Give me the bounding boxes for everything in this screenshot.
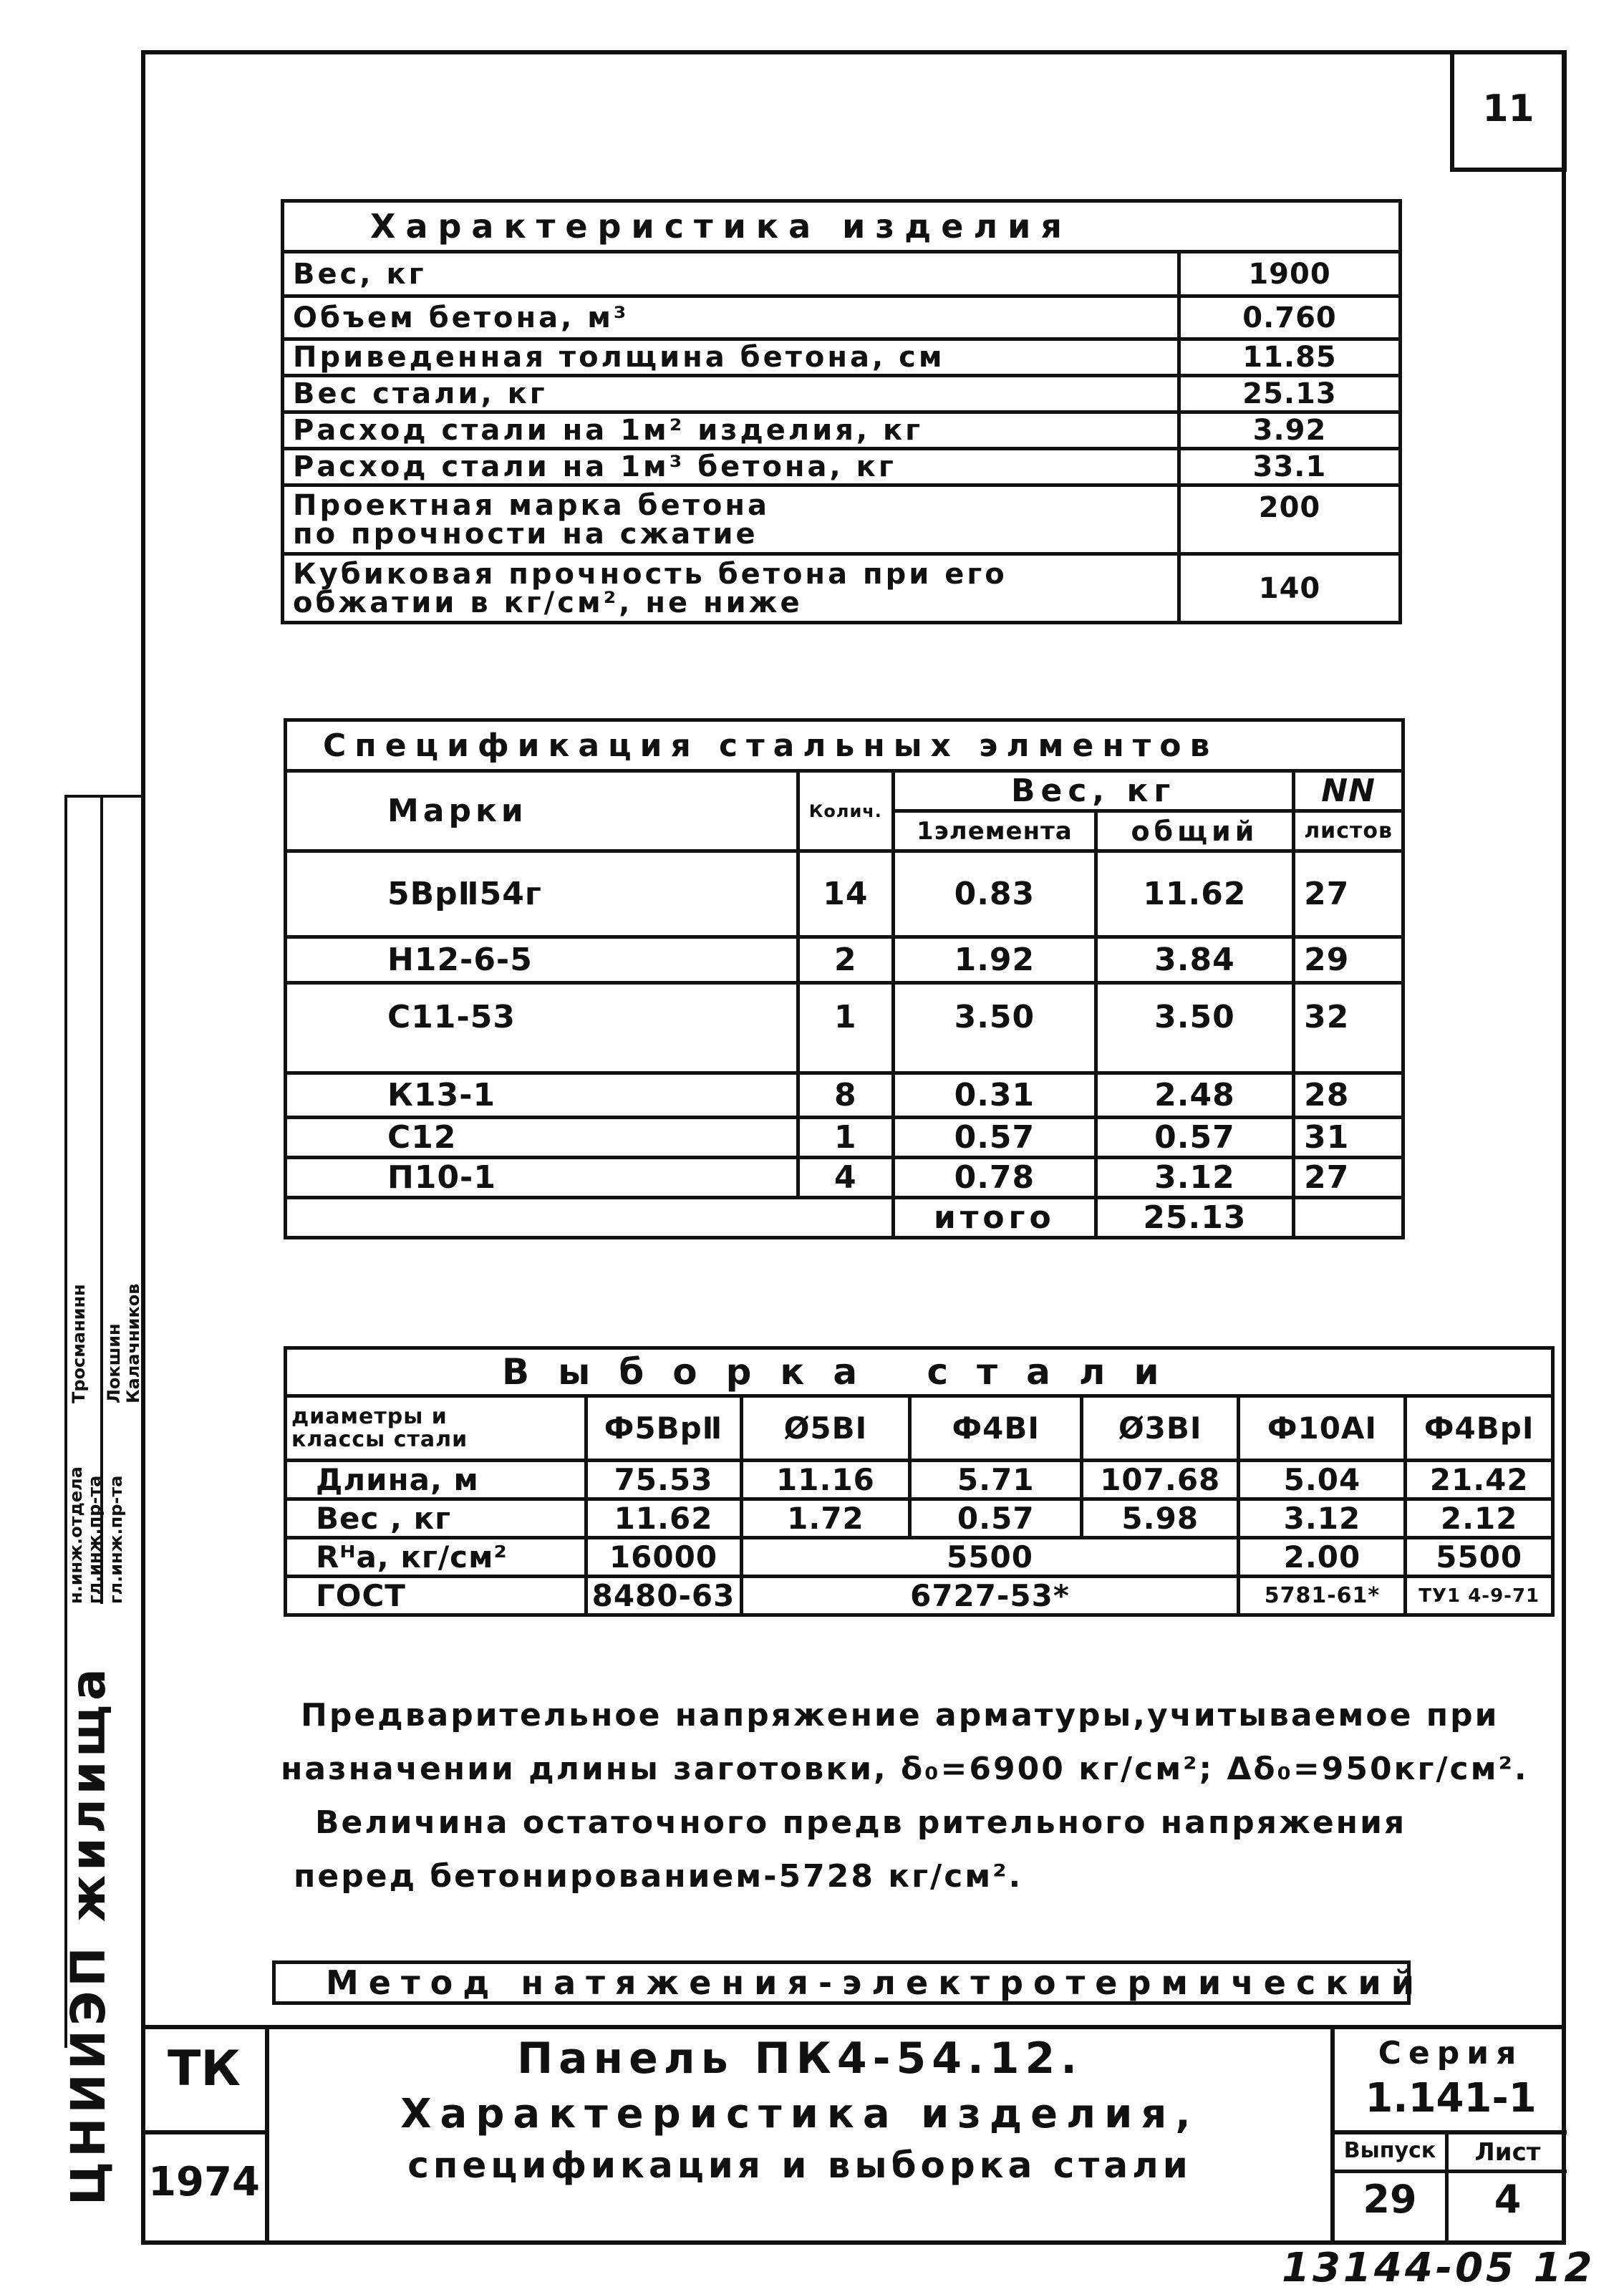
steel-cell: 5500: [1406, 1538, 1553, 1577]
steel-table: [284, 1346, 1555, 1617]
steel-cell: 8480-63: [586, 1577, 741, 1615]
stamp-name: Тросманинн: [69, 1284, 89, 1403]
steel-cell: 2.00: [1239, 1538, 1406, 1577]
table-row: [286, 937, 1403, 983]
steel-col: Ф4ВрI: [1406, 1396, 1553, 1461]
spec-title: Спецификация стальных элментов: [286, 720, 1403, 771]
char-label: Вес, кг: [283, 252, 1179, 296]
table-row: [286, 1499, 1553, 1538]
spec-qty: 2: [798, 937, 894, 983]
archive-number: 13144-05 12: [1282, 2245, 1595, 2291]
steel-row-label: Rᴴа, кг/см²: [286, 1538, 586, 1577]
spec-mark: С11-53: [286, 983, 798, 1073]
spec-total-sheet: [1294, 1198, 1403, 1238]
spec-one: 0.57: [894, 1118, 1096, 1158]
tension-method: Метод натяжения-электротермический: [272, 1960, 1411, 2005]
characteristics-title: Характеристика изделия: [283, 201, 1401, 252]
steel-cell: 5500: [741, 1538, 1239, 1577]
steel-col: Ф5ВрⅡ: [586, 1396, 741, 1461]
title-block-line: [141, 2025, 1566, 2029]
spec-qty: 8: [798, 1073, 894, 1118]
spec-sheet: 32: [1294, 983, 1403, 1073]
steel-row-label: Длина, м: [286, 1461, 586, 1499]
stamp-role: гл.инж.пр-та: [84, 1475, 105, 1604]
stamp-line: [64, 795, 141, 798]
steel-row-label: Вес , кг: [286, 1499, 586, 1538]
steel-cell: 1.72: [741, 1499, 910, 1538]
spec-sheet: 28: [1294, 1073, 1403, 1118]
steel-cell: 107.68: [1082, 1461, 1239, 1499]
spec-sheet: 27: [1294, 1158, 1403, 1198]
steel-cell: 2.12: [1406, 1499, 1553, 1538]
spec-total-blank: [286, 1198, 894, 1238]
steel-cell: 6727-53*: [741, 1577, 1239, 1615]
char-label: [283, 485, 1179, 554]
stamp-org: ЦНИИЭП жилища: [61, 1664, 116, 2205]
steel-cell: 75.53: [586, 1461, 741, 1499]
table-row: [286, 1577, 1553, 1615]
table-row: [286, 1198, 1403, 1238]
spec-total: 2.48: [1096, 1073, 1294, 1118]
steel-head-line: классы стали: [291, 1426, 468, 1452]
char-value: 11.85: [1179, 339, 1401, 376]
steel-head-line: диаметры и: [291, 1403, 448, 1429]
spec-mark: 5ВрⅡ54г: [286, 851, 798, 937]
spec-head-weight: Вес, кг: [894, 771, 1294, 811]
table-row: [286, 983, 1403, 1073]
spec-sheet: 29: [1294, 937, 1403, 983]
steel-cell: 5.71: [910, 1461, 1082, 1499]
stamp-name: Калачников: [123, 1283, 143, 1403]
char-label: Расход стали на 1м³ бетона, кг: [283, 449, 1179, 485]
spec-total: 3.50: [1096, 983, 1294, 1073]
spec-head-one: 1элемента: [894, 811, 1096, 851]
spec-total: 11.62: [1096, 851, 1294, 937]
char-label: Приведенная толщина бетона, см: [283, 339, 1179, 376]
sheet-mark: 11: [1450, 50, 1567, 172]
char-label: Объем бетона, м³: [283, 296, 1179, 339]
spec-qty: 4: [798, 1158, 894, 1198]
note-line: перед бетонированием-5728 кг/см².: [294, 1858, 1023, 1895]
doc-title: Панель ПК4-54.12.: [516, 2034, 1083, 2084]
spec-mark: Н12-6-5: [286, 937, 798, 983]
table-row: [286, 851, 1403, 937]
char-label-line: обжатии в кг/см², не ниже: [293, 586, 803, 619]
steel-cell: 5.98: [1082, 1499, 1239, 1538]
spec-mark: К13-1: [286, 1073, 798, 1118]
spec-head-sheets: листов: [1294, 811, 1403, 851]
note-line: Величина остаточного предв рительного напряжения: [315, 1804, 1407, 1841]
steel-col: Ф10АI: [1239, 1396, 1406, 1461]
table-row: [286, 1073, 1403, 1118]
steel-cell: 0.57: [910, 1499, 1082, 1538]
spec-head-nn: NN: [1294, 771, 1403, 811]
spec-table: [284, 718, 1405, 1239]
note-line: назначении длины заготовки, δ₀=6900 кг/см²; Δδ₀=950кг/см².: [281, 1751, 1529, 1787]
note-line: Предварительное напряжение арматуры,учитываемое при: [301, 1697, 1499, 1733]
spec-mark: П10-1: [286, 1158, 798, 1198]
steel-cell: 5781-61*: [1239, 1577, 1406, 1615]
doc-subtitle: Характеристика изделия,: [400, 2091, 1199, 2137]
org-code: ТК: [168, 2041, 241, 2097]
stamp-role: гл.инж.пр-та: [106, 1475, 126, 1604]
spec-one: 0.31: [894, 1073, 1096, 1118]
spec-total: 3.84: [1096, 937, 1294, 983]
characteristics-table: [281, 199, 1402, 624]
table-row: [286, 1158, 1403, 1198]
title-block-line: [1330, 2130, 1567, 2134]
char-value: 200: [1179, 485, 1401, 554]
spec-total: 0.57: [1096, 1118, 1294, 1158]
char-value: 0.760: [1179, 296, 1401, 339]
char-value: 25.13: [1179, 376, 1401, 412]
char-label: Расход стали на 1м² изделия, кг: [283, 412, 1179, 449]
spec-one: 3.50: [894, 983, 1096, 1073]
spec-one: 0.83: [894, 851, 1096, 937]
char-label: Вес стали, кг: [283, 376, 1179, 412]
spec-head-total: общий: [1096, 811, 1294, 851]
issue-label: Выпуск: [1343, 2138, 1436, 2163]
spec-qty: 1: [798, 983, 894, 1073]
char-value: 33.1: [1179, 449, 1401, 485]
series-label: Серия: [1378, 2035, 1524, 2071]
year: 1974: [148, 2159, 260, 2205]
steel-cell: 21.42: [1406, 1461, 1553, 1499]
steel-col: Ø5ВI: [741, 1396, 910, 1461]
table-row: [286, 1461, 1553, 1499]
spec-sheet: 27: [1294, 851, 1403, 937]
spec-total: 3.12: [1096, 1158, 1294, 1198]
stamp-name: Локшин: [104, 1323, 124, 1403]
steel-cell: 5.04: [1239, 1461, 1406, 1499]
steel-cell: 16000: [586, 1538, 741, 1577]
char-label-line: Кубиковая прочность бетона при его: [293, 557, 1007, 591]
doc-subtitle: спецификация и выборка стали: [407, 2144, 1192, 2186]
char-label-line: по прочности на сжатие: [293, 517, 758, 551]
spec-qty: 1: [798, 1118, 894, 1158]
title-block-line: [141, 2130, 267, 2134]
issue-value: 29: [1363, 2177, 1417, 2222]
steel-cell: 3.12: [1239, 1499, 1406, 1538]
steel-col: Ø3ВI: [1082, 1396, 1239, 1461]
spec-total-value: 25.13: [1096, 1198, 1294, 1238]
sheet-label: Лист: [1474, 2138, 1541, 2167]
table-row: [286, 1538, 1553, 1577]
spec-qty: 14: [798, 851, 894, 937]
spec-total-label: итого: [894, 1198, 1096, 1238]
spec-one: 0.78: [894, 1158, 1096, 1198]
stamp-role: н.инж.отдела: [66, 1466, 86, 1604]
steel-cell: 11.62: [586, 1499, 741, 1538]
char-label: [283, 554, 1179, 623]
char-label-line: Проектная марка бетона: [293, 488, 770, 522]
spec-head-marks: Марки: [286, 771, 798, 851]
steel-row-label: ГОСТ: [286, 1577, 586, 1615]
steel-cell: 11.16: [741, 1461, 910, 1499]
char-value: 3.92: [1179, 412, 1401, 449]
spec-mark: С12: [286, 1118, 798, 1158]
steel-cell: ТУ1 4-9-71: [1406, 1577, 1553, 1615]
char-value: 140: [1179, 554, 1401, 623]
spec-one: 1.92: [894, 937, 1096, 983]
sheet-value: 4: [1494, 2177, 1522, 2222]
steel-title: Выборка стали: [286, 1348, 1553, 1396]
steel-head-label: [286, 1396, 586, 1461]
steel-col: Ф4ВI: [910, 1396, 1082, 1461]
char-value: 1900: [1179, 252, 1401, 296]
series-value: 1.141-1: [1365, 2075, 1537, 2122]
title-block-line: [1330, 2170, 1567, 2173]
table-row: [286, 1118, 1403, 1158]
spec-head-qty: Колич.: [798, 771, 894, 851]
spec-sheet: 31: [1294, 1118, 1403, 1158]
